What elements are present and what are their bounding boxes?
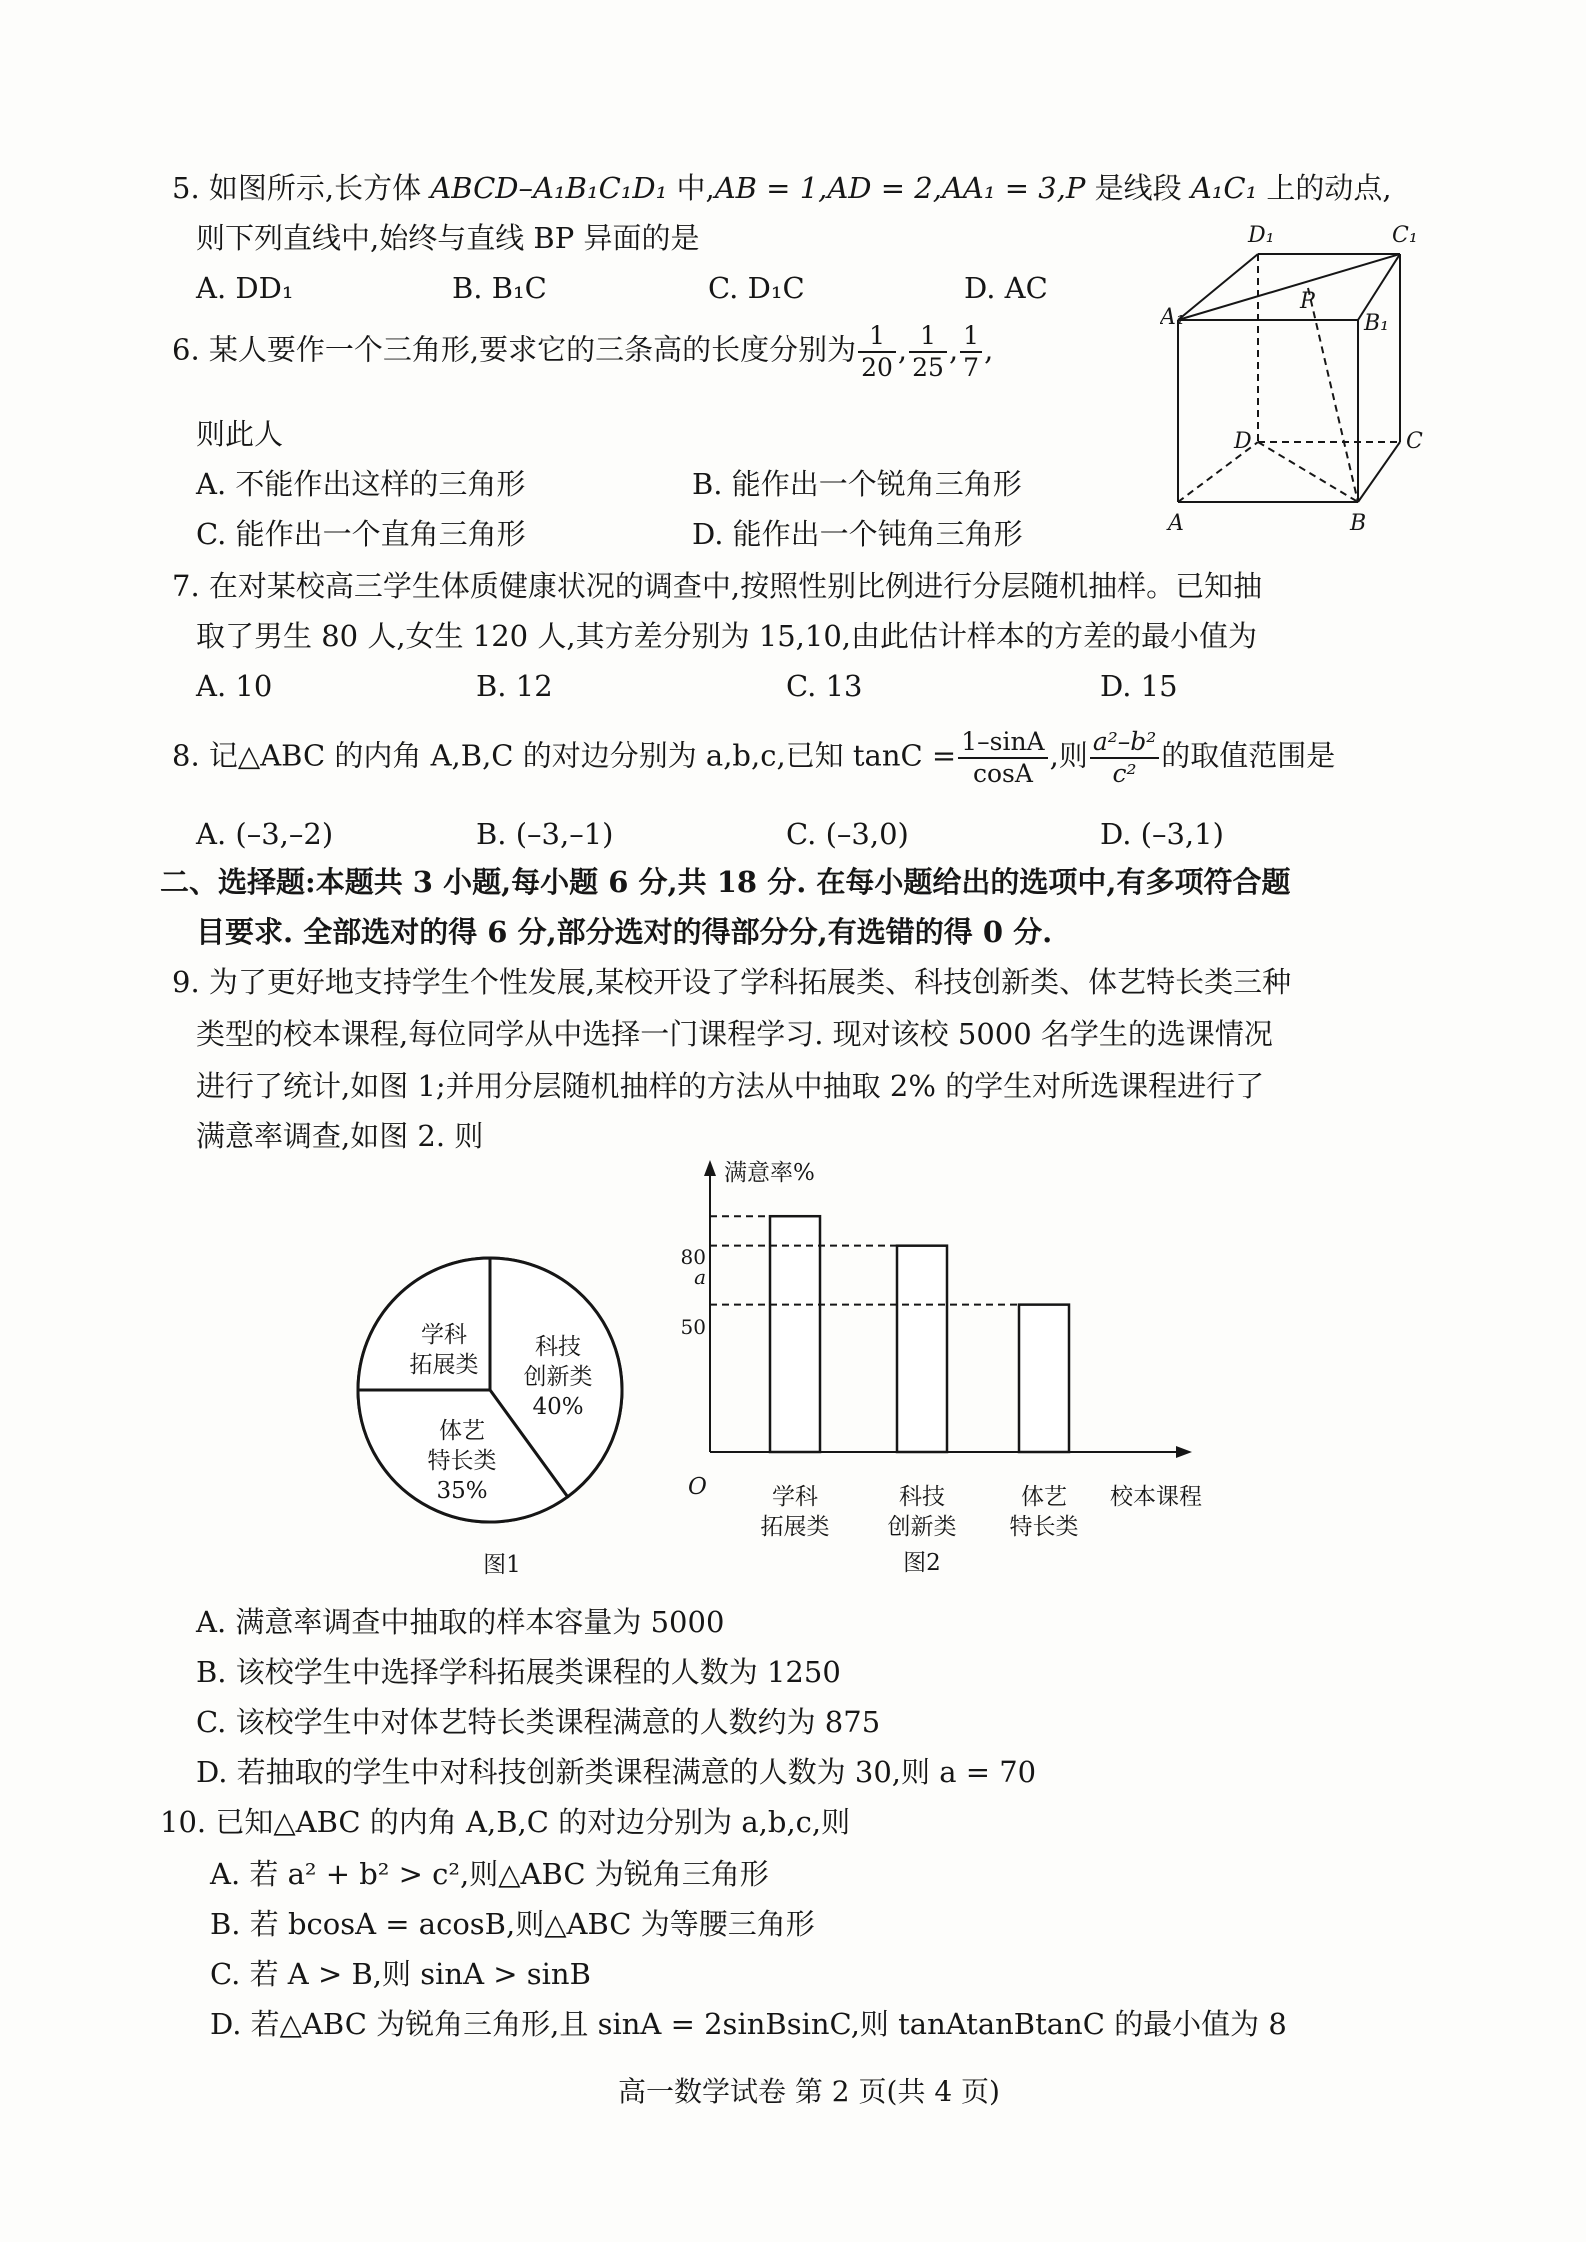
q9-option-c: C. 该校学生中对体艺特长类课程满意的人数约为 875 xyxy=(196,1705,881,1739)
label-d: D xyxy=(1234,429,1252,454)
bar-tiyi xyxy=(1019,1305,1069,1452)
x-axis-label: 校本课程 xyxy=(1110,1484,1202,1510)
section2-heading-line1: 二、选择题:本题共 3 小题,每小题 6 分,共 18 分. 在每小题给出的选项中,有多项符合题 xyxy=(160,865,1291,899)
figure1-caption: 图1 xyxy=(483,1552,521,1578)
x-tick-xueke-2: 拓展类 xyxy=(760,1514,830,1540)
cuboid-figure xyxy=(1160,212,1440,542)
q8-stem-mid: ,则 xyxy=(1049,738,1088,773)
q6-fraction-2: $\frac{1}{25}$ xyxy=(909,322,947,381)
q5-given: AB = 1,AD = 2,AA₁ = 3, xyxy=(714,171,1066,205)
q7-stem-line2: 取了男生 80 人,女生 120 人,其方差分别为 15,10,由此估计样本的方差的最小值为 xyxy=(196,619,1258,653)
q7-option-b: B. 12 xyxy=(476,669,553,703)
y-axis-label: 满意率% xyxy=(724,1160,815,1186)
q5-segment: A₁C₁ xyxy=(1190,171,1258,205)
label-a: A xyxy=(1168,511,1184,536)
q10-option-c: C. 若 A > B,则 sinA > sinB xyxy=(210,1957,591,1991)
q6-stem-prefix: 6. 某人要作一个三角形,要求它的三条高的长度分别为 xyxy=(172,332,857,367)
figure1-pie-chart xyxy=(350,1250,630,1580)
q5-stem-line2: 则下列直线中,始终与直线 BP 异面的是 xyxy=(196,221,700,255)
q9-stem-line3: 进行了统计,如图 1;并用分层随机抽样的方法从中抽取 2% 的学生对所选课程进行了 xyxy=(196,1069,1265,1103)
q7-option-d: D. 15 xyxy=(1100,669,1178,703)
q8-fraction-1: $\frac{1-\sin A}{\cos A}$ xyxy=(958,728,1047,787)
q9-option-d: D. 若抽取的学生中对科技创新类课程满意的人数为 30,则 a = 70 xyxy=(196,1755,1037,1789)
q8-option-d: D. (–3,1) xyxy=(1100,817,1224,851)
pie-slices xyxy=(358,1258,622,1522)
q6-stem-line2: 则此人 xyxy=(196,417,284,451)
q8-option-a: A. (–3,–2) xyxy=(196,817,334,851)
q5-stem-mid: 中, xyxy=(667,171,715,205)
label-c1: C₁ xyxy=(1392,223,1418,248)
q6-option-c: C. 能作出一个直角三角形 xyxy=(196,517,526,551)
y-tick-50: 50 xyxy=(680,1315,706,1339)
x-axis-arrow-icon xyxy=(1176,1446,1192,1458)
q9-stem-line2: 类型的校本课程,每位同学从中选择一门课程学习. 现对该校 5000 名学生的选课情况 xyxy=(196,1017,1273,1051)
bar-group xyxy=(710,1216,1069,1452)
q5-option-d: D. AC xyxy=(964,271,1048,305)
y-axis-arrow-icon xyxy=(704,1160,716,1176)
q6-fraction-3: $\frac{1}{7}$ xyxy=(960,322,982,381)
x-tick-labels xyxy=(761,1484,1079,1540)
q10-option-b: B. 若 bcosA = acosB,则△ABC 为等腰三角形 xyxy=(210,1907,815,1941)
label-c: C xyxy=(1406,429,1423,454)
pie-label-tiyi-percent: 35% xyxy=(436,1478,488,1504)
q8-fraction-2: $\frac{\text{a²–b²}}{\text{c²}}$ xyxy=(1090,728,1159,787)
x-tick-keji-1: 科技 xyxy=(899,1484,945,1510)
q10-option-a: A. 若 a² + b² > c²,则△ABC 为锐角三角形 xyxy=(210,1857,769,1891)
label-b1: B₁ xyxy=(1364,311,1389,336)
x-tick-tiyi-2: 特长类 xyxy=(1009,1514,1079,1540)
figure2-caption: 图2 xyxy=(903,1550,941,1576)
label-b: B xyxy=(1350,511,1367,536)
q8-stem-post: 的取值范围是 xyxy=(1161,738,1336,773)
q10-stem: 10. 已知△ABC 的内角 A,B,C 的对边分别为 a,b,c,则 xyxy=(160,1805,851,1839)
q5-solid-name: ABCD–A₁B₁C₁D₁ xyxy=(430,171,668,205)
q9-option-a: A. 满意率调查中抽取的样本容量为 5000 xyxy=(196,1605,725,1639)
pie-label-xueke-1: 学科 xyxy=(421,1322,467,1348)
q6-stem-line1: 6. 某人要作一个三角形,要求它的三条高的长度分别为 $\frac{1}{20}$ , $\frac{1}{25}$ , $\frac{1}{7}$ , xyxy=(172,321,994,382)
q5-option-b: B. B₁C xyxy=(452,271,547,305)
origin-label: O xyxy=(688,1474,707,1500)
figure2-bar-chart xyxy=(660,1150,1230,1590)
pie-label-keji-2: 创新类 xyxy=(523,1364,593,1390)
pie-label-tiyi-1: 体艺 xyxy=(439,1418,485,1444)
q9-option-b: B. 该校学生中选择学科拓展类课程的人数为 1250 xyxy=(196,1655,841,1689)
bar-keji xyxy=(897,1246,947,1452)
q5-stem-prefix: 5. 如图所示,长方体 xyxy=(172,171,431,205)
q5-option-c: C. D₁C xyxy=(708,271,805,305)
q5-stem-mid2: 是线段 xyxy=(1085,171,1191,205)
q5-point: P xyxy=(1065,171,1086,205)
x-tick-tiyi-1: 体艺 xyxy=(1021,1484,1067,1510)
q8-option-b: B. (–3,–1) xyxy=(476,817,614,851)
pie-label-keji-1: 科技 xyxy=(535,1334,581,1360)
label-p: P xyxy=(1300,289,1315,314)
q5-stem-post: 上的动点, xyxy=(1257,171,1392,205)
q6-option-d: D. 能作出一个钝角三角形 xyxy=(692,517,1023,551)
label-d1: D₁ xyxy=(1248,223,1275,248)
page-footer: 高一数学试卷 第 2 页(共 4 页) xyxy=(618,2075,1000,2108)
q9-stem-line1: 9. 为了更好地支持学生个性发展,某校开设了学科拓展类、科技创新类、体艺特长类三种 xyxy=(172,965,1292,999)
pie-label-xueke-2: 拓展类 xyxy=(409,1352,479,1378)
label-a1: A₁ xyxy=(1160,305,1185,330)
pie-label-keji-percent: 40% xyxy=(532,1394,584,1420)
y-tick-a: a xyxy=(694,1265,706,1289)
section2-heading-line2: 目要求. 全部选对的得 6 分,部分选对的得部分分,有选错的得 0 分. xyxy=(196,915,1053,949)
bar-xueke xyxy=(770,1216,820,1452)
x-tick-keji-2: 创新类 xyxy=(887,1514,957,1540)
q6-option-b: B. 能作出一个锐角三角形 xyxy=(692,467,1022,501)
q5-option-a: A. DD₁ xyxy=(196,271,294,305)
y-tick-80: 80 xyxy=(680,1245,706,1269)
q10-option-d: D. 若△ABC 为锐角三角形,且 sinA = 2sinBsinC,则 tanAtanBtanC 的最小值为 8 xyxy=(210,2007,1287,2041)
q6-fraction-1: $\frac{1}{20}$ xyxy=(858,322,896,381)
q8-stem xyxy=(172,728,1335,787)
q7-stem-line1: 7. 在对某校高三学生体质健康状况的调查中,按照性别比例进行分层随机抽样。已知抽 xyxy=(172,569,1263,603)
q8-option-c: C. (–3,0) xyxy=(786,817,909,851)
q7-option-a: A. 10 xyxy=(196,669,273,703)
x-tick-xueke-1: 学科 xyxy=(772,1484,818,1510)
q9-stem-line4: 满意率调查,如图 2. 则 xyxy=(196,1119,484,1153)
q7-option-c: C. 13 xyxy=(786,669,863,703)
q5-stem-line1 xyxy=(172,172,1392,205)
pie-label-tiyi-2: 特长类 xyxy=(427,1448,497,1474)
q6-option-a: A. 不能作出这样的三角形 xyxy=(196,467,526,501)
q8-stem-prefix: 8. 记△ABC 的内角 A,B,C 的对边分别为 a,b,c,已知 tanC = xyxy=(172,738,957,773)
